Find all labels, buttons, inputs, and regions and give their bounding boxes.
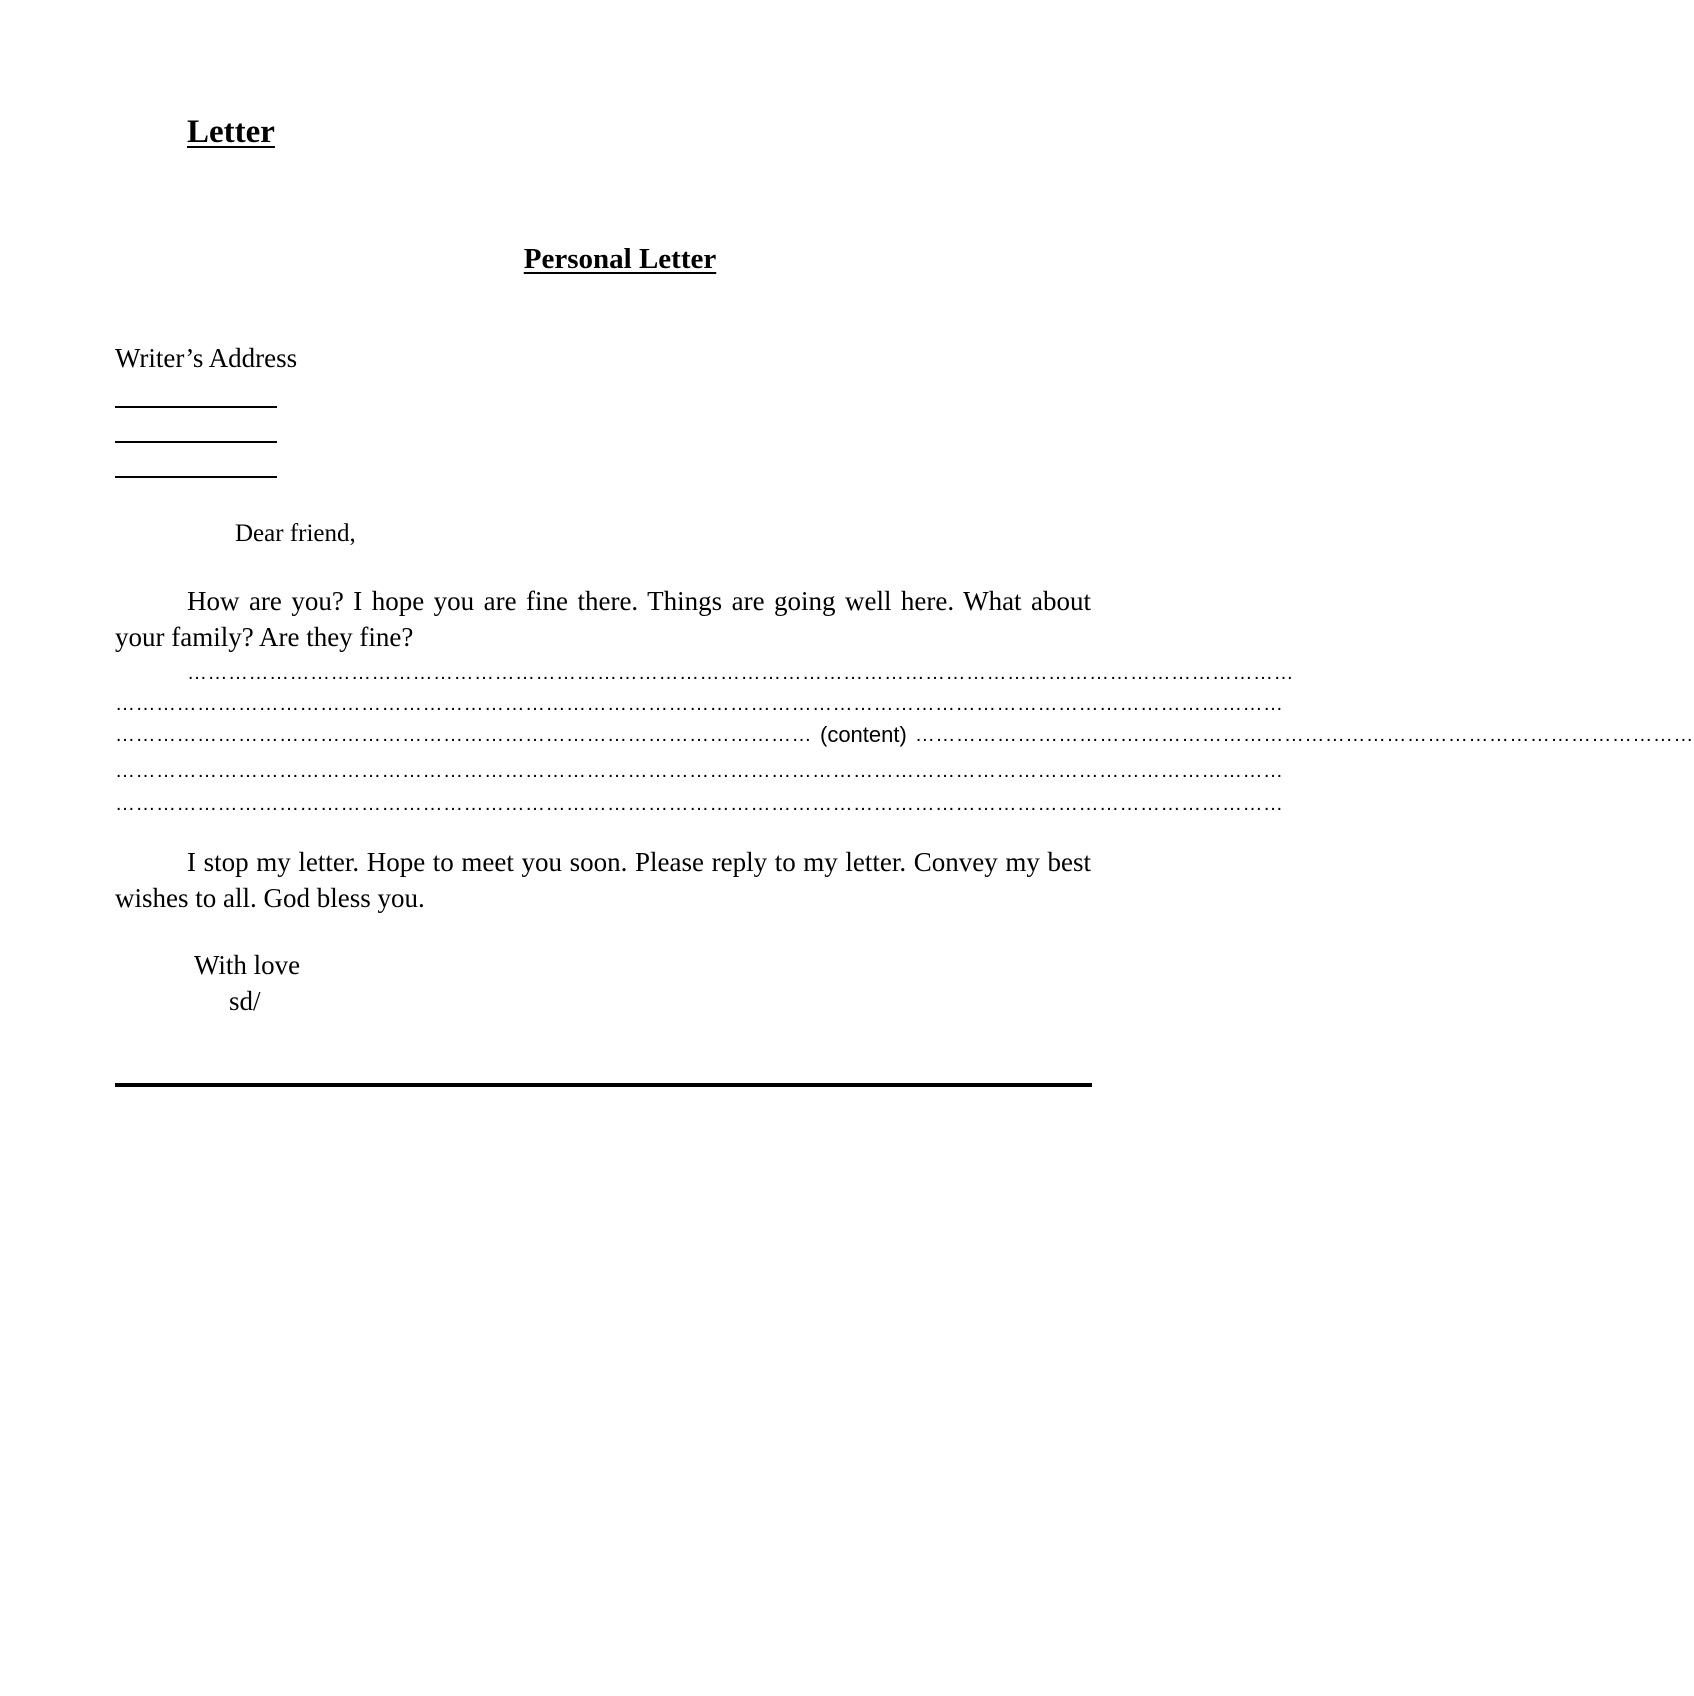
address-line bbox=[115, 476, 277, 478]
opening-paragraph: How are you? I hope you are fine there. Things are going well here. What about your family? Are they fine? bbox=[115, 586, 1091, 652]
writer-address-label: Writer’s Address bbox=[115, 343, 298, 373]
closing-phrase: With love bbox=[194, 950, 301, 980]
content-dotted-line: ……………………………………………………………………………………………………………………………………………… bbox=[187, 662, 1294, 684]
salutation: Dear friend, bbox=[235, 520, 356, 547]
dotted-fill: …………………………………………………………………………………………………… bbox=[914, 724, 1694, 746]
address-line bbox=[115, 441, 277, 443]
content-placeholder: (content) bbox=[820, 722, 907, 747]
letter-heading: Personal Letter bbox=[523, 243, 717, 275]
signature: sd/ bbox=[229, 986, 261, 1016]
address-line bbox=[115, 406, 277, 408]
document-title: Letter bbox=[187, 114, 275, 150]
content-dotted-line bbox=[115, 720, 1694, 750]
dotted-fill: ………………………………………………………………………………………… bbox=[115, 724, 812, 746]
content-dotted-line: ……………………………………………………………………………………………………………………………………………………… bbox=[115, 793, 1284, 815]
content-dotted-line: ……………………………………………………………………………………………………………………………………………………… bbox=[115, 760, 1284, 782]
closing-paragraph: I stop my letter. Hope to meet you soon. Please reply to my letter. Convey my best wishes to all. God bless you. bbox=[115, 847, 1091, 913]
content-dotted-line: ……………………………………………………………………………………………………………………………………………………… bbox=[115, 693, 1284, 715]
end-divider bbox=[115, 1083, 1092, 1087]
